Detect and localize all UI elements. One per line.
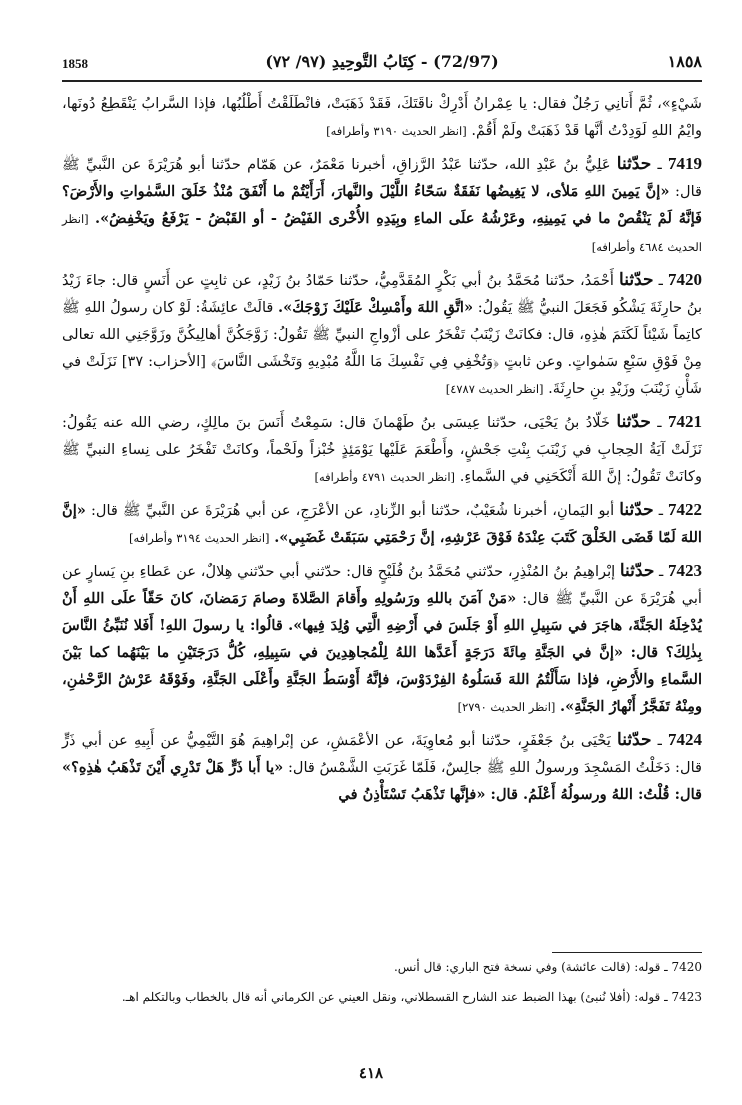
hadith-paragraph: 7423 ـ حدّثنا إبْراهِيمُ بنُ المُنْذِرِ، حدّثني مُحَمَّدُ بنُ فُلَيْحٍ قال: حدّثني أبي حدّثني هِلالٌ، عن عَطاءِ بنِ يَسارٍ عن أبي هُرَيْرَةَ عن النَّبيِّ ﷺ قال: «مَنْ آمَنَ باللهِ ورَسُولِهِ وأَقامَ الصَّلاةَ وصامَ رَمَضانَ، كانَ حَقّاً علَى اللهِ أَنْ يُدْخِلَهُ الجَنَّةَ، هاجَرَ في سَبِيلِ اللهِ أَوْ جَلَسَ في أَرْضِهِ الَّتِي وُلِدَ فِيها». قالُوا: يا رسولَ اللهِ! أَفَلا نُنَبِّئُ النَّاسَ بِذٰلِكَ؟ قال: «إنَّ في الجَنَّةِ مِائَةَ دَرَجَةٍ أَعَدَّها اللهُ لِلْمُجاهِدِينَ في سَبِيلِهِ، كُلُّ دَرَجَتَيْنِ ما بَيْنَهُما كما بَيْنَ السَّماءِ والأَرْضِ، فإذا سَأَلْتُمُ اللهَ فَسَلُوهُ الفِرْدَوْسَ، فإنَّهُ أَوْسَطُ الجَنَّةِ وأَعْلَى الجَنَّةِ، وفَوْقَهُ عَرْشُ الرَّحْمٰنِ، ومِنْهُ تَفَجَّرُ أَنْهارُ الجَنَّةِ». [انظر الحديث ٢٧٩٠] bbox=[62, 561, 702, 715]
page-header bbox=[62, 44, 702, 82]
haddathana-word: حدّثنا bbox=[619, 270, 654, 290]
hadith-matn: «مَنْ آمَنَ باللهِ ورَسُولِهِ وأَقامَ الصَّلاةَ وصامَ رَمَضانَ، كانَ حَقّاً علَى اللهِ أَنْ يُدْخِلَهُ الجَنَّةَ، هاجَرَ في سَبِيلِ اللهِ أَوْ جَلَسَ في أَرْضِهِ الَّتِي وُلِدَ فِيها». bbox=[62, 590, 702, 634]
hadith-paragraph bbox=[62, 90, 702, 145]
hadith-paragraph: 7422 ـ حدّثنا أبو اليَمانِ، أخبرنا شُعَيْبٌ، حدّثنا أبو الزِّنادِ، عن الأعْرَجِ، عن أبي هُرَيْرَةَ عن النَّبيِّ ﷺ قال: «إنَّ اللهَ لَمّا قَضَى الخَلْقَ كَتَبَ عِنْدَهُ فَوْقَ عَرْشِهِ، إنَّ رَحْمَتِي سَبَقَتْ غَضَبِي». [انظر الحديث ٣١٩٤ وأطرافه] bbox=[62, 500, 703, 546]
footnotes bbox=[62, 952, 702, 1012]
page-number-bottom: ٤١٨ bbox=[358, 1064, 384, 1082]
hadith-matn: «يا أَبا ذَرٍّ هَلْ تَدْرِي أَيْنَ تَذْهَبُ هٰذِهِ؟» bbox=[62, 759, 284, 776]
running-title: (72/97) - كِتَابُ التَّوحِيدِ (٩٧/ ٧٢) bbox=[265, 52, 499, 71]
hadith-reference: [انظر الحديث ٤٧٩١ وأطرافه] bbox=[314, 470, 456, 484]
hadith-number: 7424 bbox=[668, 730, 703, 749]
hadith-matn: «إنَّ يَمِينَ اللهِ مَلأى، لا يَغِيضُها نَفَقَةٌ سَحّاءُ اللَّيْلَ والنَّهارَ، أَرَأَيْتُمْ ما أَنْفَقَ مُنْذُ خَلَقَ السَّمٰواتِ والأَرْضَ؟ فَإنَّهُ لَمْ يَنْقُصْ ما في يَمِينِهِ، وعَرْشُهُ علَى الماءِ وبِيَدِهِ الأُخْرى الفَيْضُ - أو القَبْضُ - يَرْفَعُ ويَخْفِضُ». bbox=[62, 183, 703, 227]
hadith-text-pre: شَيْءٍ»، ثُمَّ أَتانِي رَجُلٌ فقال: يا عِمْرانُ أَدْرِكْ ناقَتَكَ، فَقَدْ ذَهَبَتْ، فانْطَلَقْتُ أَطْلُبُها، فإذا السَّرابُ يَنْقَطِعُ دُونَها، وايْمُ اللهِ لَوَدِدْتُ أنَّها قَدْ ذَهَبَتْ ولَمْ أَقُمْ. bbox=[62, 95, 702, 139]
hadith-number: 7420 bbox=[668, 270, 702, 289]
hadith-text bbox=[62, 90, 702, 813]
haddathana-word: حدّثنا bbox=[619, 561, 655, 581]
hadith-isnad: أَحْمَدُ، حدّثنا مُحَمَّدُ بنُ أبي بَكْرٍ المُقَدَّمِيُّ، حدّثنا حَمّادُ بنُ زَيْدٍ، عن ثابِتٍ عن أَنَسٍ قال: جاءَ زَيْدُ بنُ حارِثَةَ يَشْكُو فَجَعَلَ النبيُّ ﷺ يَقُولُ: bbox=[62, 272, 703, 316]
footnote: 7423 ـ قوله: (أفلا نُنبئ) بهذا الضبط عند الشارح القسطلاني، ونقل العيني عن الكرماني أنه قال بالخطاب وبالتكلم اهـ. bbox=[121, 990, 702, 1004]
hadith-number: 7423 bbox=[668, 561, 702, 580]
hadith-paragraph: 7419 ـ حدّثنا عَلِيُّ بنُ عَبْدِ الله، حدّثنا عَبْدُ الرَّزاقِ، أخبرنا مَعْمَرٌ، عن هَمّام حدّثنا أبو هُرَيْرَةَ عن النَّبيِّ ﷺ قال: «إنَّ يَمِينَ اللهِ مَلأى، لا يَغِيضُها نَفَقَةٌ سَحّاءُ اللَّيْلَ والنَّهارَ، أَرَأَيْتُمْ ما أَنْفَقَ مُنْذُ خَلَقَ السَّمٰواتِ والأَرْضَ؟ فَإنَّهُ لَمْ يَنْقُصْ ما في يَمِينِهِ، وعَرْشُهُ علَى الماءِ وبِيَدِهِ الأُخْرى الفَيْضُ - أو القَبْضُ - يَرْفَعُ ويَخْفِضُ». [انظر الحديث ٤٦٨٤ وأطرافه] bbox=[62, 154, 703, 254]
hadith-text-post: قالَتْ عائِشَةُ: لَوْ كان رسولُ اللهِ ﷺ كاتِماً شَيْئاً لَكَتَمَ هٰذِهِ، قال: فكانَتْ زَيْنَبُ تَفْخَرُ على أزْواجِ النبيِّ ﷺ تَقُولُ: زَوَّجَكُنَّ أهالِيكُنَّ وزَوَّجَنِي الله تعالى مِنْ فَوْقِ سَبْعِ سَمٰواتٍ. وعن ثابتٍ ﴿وَتُخْفِي فِي نَفْسِكَ مَا اللَّهُ مُبْدِيهِ وَتَخْشَى النَّاسَ﴾ [الأحزاب: ٣٧] نَزَلَتْ في شَأْنِ زَيْنَبَ وزَيْدِ بنِ حارِثَةَ. bbox=[62, 299, 702, 397]
haddathana-word: حدّثنا bbox=[616, 154, 652, 174]
hadith-number: 7421 bbox=[668, 412, 702, 431]
hadith-number: 7422 bbox=[668, 500, 703, 519]
hadith-paragraph: 7424 ـ حدّثنا يَحْيَى بنُ جَعْفَرٍ، حدّثنا أبو مُعاوِيَةَ، عن الأعْمَشِ، عن إبْراهِيمَ هُوَ التَّيْمِيُّ عن أَبِيهِ عن أبي ذَرٍّ قال: دَخَلْتُ المَسْجِدَ ورسولُ اللهِ ﷺ جالِسٌ، فَلَمّا غَرَبَتِ الشَّمْسُ قال: «يا أَبا ذَرٍّ هَلْ تَدْرِي أَيْنَ تَذْهَبُ هٰذِهِ؟» قال: قُلْتُ: اللهُ ورسولُهُ أَعْلَمُ. قال: «فإنَّها تَذْهَبُ تَسْتَأْذِنُ في bbox=[62, 730, 703, 803]
footnote: 7420 ـ قوله: (قالت عائشة) وفي نسخة فتح الباري: قال أنس. bbox=[393, 960, 702, 974]
hadith-isnad: أبو اليَمانِ، أخبرنا شُعَيْبٌ، حدّثنا أبو الزِّنادِ، عن الأعْرَجِ، عن أبي هُرَيْرَةَ عن النَّبيِّ ﷺ قال: bbox=[90, 502, 615, 519]
hadith-isnad: إبْراهِيمُ بنُ المُنْذِرِ، حدّثني مُحَمَّدُ بنُ فُلَيْحٍ قال: حدّثني أبي حدّثني هِلالٌ، عن عَطاءِ بنِ يَسارٍ عن أبي هُرَيْرَةَ عن النَّبيِّ ﷺ قال: bbox=[62, 563, 702, 607]
hadith-matn: «إنَّ اللهَ لَمّا قَضَى الخَلْقَ كَتَبَ عِنْدَهُ فَوْقَ عَرْشِهِ، إنَّ رَحْمَتِي سَبَقَتْ غَضَبِي». bbox=[62, 502, 702, 546]
hadith-reference: [انظر الحديث ٤٧٨٧] bbox=[445, 382, 544, 396]
hadith-isnad: يَحْيَى بنُ جَعْفَرٍ، حدّثنا أبو مُعاوِيَةَ، عن الأعْمَشِ، عن إبْراهِيمَ هُوَ التَّيْمِيُّ عن أَبِيهِ عن أبي ذَرٍّ قال: دَخَلْتُ المَسْجِدَ ورسولُ اللهِ ﷺ جالِسٌ، فَلَمّا غَرَبَتِ الشَّمْسُ قال: bbox=[62, 732, 702, 776]
hadith-paragraph: 7420 ـ حدّثنا أَحْمَدُ، حدّثنا مُحَمَّدُ بنُ أبي بَكْرٍ المُقَدَّمِيُّ، حدّثنا حَمّادُ بنُ زَيْدٍ، عن ثابِتٍ عن أَنَسٍ قال: جاءَ زَيْدُ بنُ حارِثَةَ يَشْكُو فَجَعَلَ النبيُّ ﷺ يَقُولُ: «اتَّقِ اللهَ وأَمْسِكْ عَلَيْكَ زَوْجَكَ». قالَتْ عائِشَةُ: لَوْ كان رسولُ اللهِ ﷺ كاتِماً شَيْئاً لَكَتَمَ هٰذِهِ، قال: فكانَتْ زَيْنَبُ تَفْخَرُ على أزْواجِ النبيِّ ﷺ تَقُولُ: زَوَّجَكُنَّ أهالِيكُنَّ وزَوَّجَنِي الله تعالى مِنْ فَوْقِ سَبْعِ سَمٰواتٍ. وعن ثابتٍ ﴿وَتُخْفِي فِي نَفْسِكَ مَا اللَّهُ مُبْدِيهِ وَتَخْشَى النَّاسَ﴾ [الأحزاب: ٣٧] نَزَلَتْ في شَأْنِ زَيْنَبَ وزَيْدِ بنِ حارِثَةَ. [انظر الحديث ٤٧٨٧] bbox=[62, 270, 703, 397]
page-number-latin: 1858 bbox=[62, 56, 88, 71]
haddathana-word: حدّثنا bbox=[616, 412, 651, 432]
hadith-reference: [انظر الحديث ٢٧٩٠] bbox=[457, 700, 556, 714]
hadith-reference: [انظر الحديث ٣١٩٤ وأطرافه] bbox=[128, 531, 270, 545]
page-number-arabic: ١٨٥٨ bbox=[667, 52, 702, 71]
hadith-text-post: قالُوا: يا رسولَ اللهِ! أَفَلا نُنَبِّئُ النَّاسَ بِذٰلِكَ؟ قال: «إنَّ في الجَنَّةِ مِائَةَ دَرَجَةٍ أَعَدَّها اللهُ لِلْمُجاهِدِينَ في سَبِيلِهِ، كُلُّ دَرَجَتَيْنِ ما بَيْنَهُما كما بَيْنَ السَّماءِ والأَرْضِ، فإذا سَأَلْتُمُ اللهَ فَسَلُوهُ الفِرْدَوْسَ، فإنَّهُ أَوْسَطُ الجَنَّةِ وأَعْلَى الجَنَّةِ، وفَوْقَهُ عَرْشُ الرَّحْمٰنِ، ومِنْهُ تَفَجَّرُ أَنْهارُ الجَنَّةِ». bbox=[62, 617, 702, 715]
hadith-number: 7419 bbox=[668, 154, 702, 173]
hadith-reference: [انظر الحديث ٣١٩٠ وأطرافه] bbox=[326, 124, 467, 138]
hadith-text-post: قال: قُلْتُ: اللهُ ورسولُهُ أَعْلَمُ. قال: «فإنَّها تَذْهَبُ تَسْتَأْذِنُ في bbox=[338, 786, 702, 803]
haddathana-word: حدّثنا bbox=[617, 730, 652, 750]
hadith-paragraph: 7421 ـ حدّثنا خَلّادُ بنُ يَحْيَى، حدّثنا عِيسَى بنُ طَهْمانَ قال: سَمِعْتُ أَنَسَ بنَ مالِكٍ، رضي الله عنه يَقُولُ: نَزَلَتْ آيَةُ الحِجابِ في زَيْنَبَ بِنْتِ جَحْشٍ، وأَطْعَمَ عَلَيْها يَوْمَئِذٍ خُبْزاً ولَحْماً، وكانَتْ تَفْخَرُ على نِساءِ النبيِّ ﷺ وكانَتْ تَقُولُ: إنَّ اللهَ أَنْكَحَنِي في السَّماءِ. [انظر الحديث ٤٧٩١ وأطرافه] bbox=[62, 412, 702, 485]
hadith-matn: «اتَّقِ اللهَ وأَمْسِكْ عَلَيْكَ زَوْجَكَ». bbox=[278, 299, 474, 316]
hadith-isnad: عَلِيُّ بنُ عَبْدِ الله، حدّثنا عَبْدُ الرَّزاقِ، أخبرنا مَعْمَرٌ، عن هَمّام حدّثنا أبو هُرَيْرَةَ عن النَّبيِّ ﷺ قال: bbox=[62, 156, 702, 200]
hadith-reference: [انظر الحديث ٤٦٨٤ وأطرافه] bbox=[62, 212, 702, 254]
hadith-isnad: خَلّادُ بنُ يَحْيَى، حدّثنا عِيسَى بنُ طَهْمانَ قال: سَمِعْتُ أَنَسَ بنَ مالِكٍ، رضي الله عنه يَقُولُ: نَزَلَتْ آيَةُ الحِجابِ في زَيْنَبَ بِنْتِ جَحْشٍ، وأَطْعَمَ عَلَيْها يَوْمَئِذٍ خُبْزاً ولَحْماً، وكانَتْ تَفْخَرُ على نِساءِ النبيِّ ﷺ وكانَتْ تَقُولُ: إنَّ اللهَ أَنْكَحَنِي في السَّماءِ. bbox=[62, 414, 702, 485]
haddathana-word: حدّثنا bbox=[619, 500, 654, 520]
